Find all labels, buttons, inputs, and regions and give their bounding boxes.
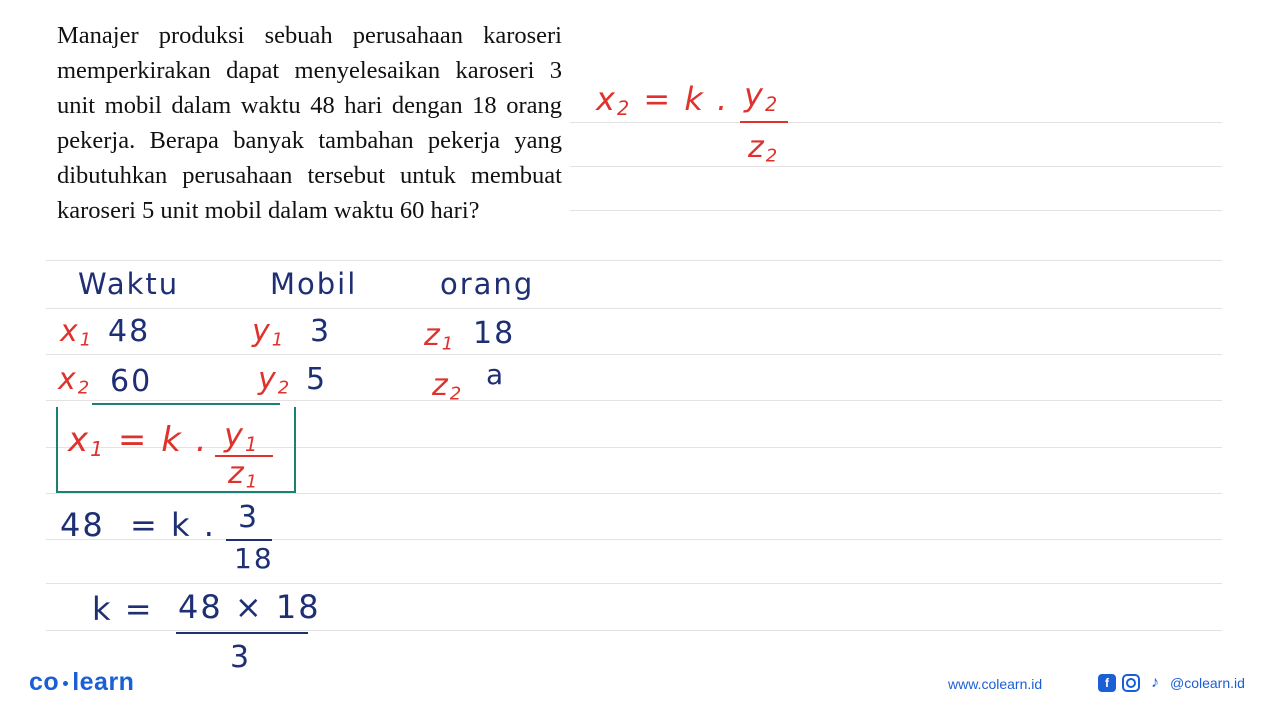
header-orang: orang [440, 267, 535, 301]
ruled-line [46, 583, 1222, 584]
step1-denominator: 18 [234, 542, 274, 575]
row2-x-value: 60 [110, 364, 153, 399]
row2-y-value: 5 [306, 362, 328, 397]
facebook-icon[interactable]: f [1098, 674, 1116, 692]
formula-x1-numerator: $y_1$ [224, 416, 260, 456]
ruled-line [570, 122, 1222, 123]
row2-z-value: a [486, 358, 506, 391]
row1-y-value: 3 [310, 314, 332, 349]
row1-z-label: $z_1$ [424, 318, 456, 355]
step2-denominator: 3 [230, 640, 252, 675]
step1-fraction-bar [226, 539, 272, 541]
instagram-icon[interactable] [1122, 674, 1140, 692]
ruled-line [46, 354, 1222, 355]
ruled-line [570, 166, 1222, 167]
row2-x-label: $x_2$ [58, 362, 92, 399]
formula-x2-numerator: $y_2$ [744, 76, 780, 116]
formula-x2-lhs: $x_2 = k$ . [596, 80, 730, 120]
row2-z-label: $z_2$ [432, 368, 464, 405]
formula-x2-fraction-bar [740, 121, 788, 123]
row1-y-label: $y_1$ [252, 314, 286, 351]
row2-underline [92, 403, 280, 405]
website-link[interactable]: www.colearn.id [948, 676, 1043, 692]
header-waktu: Waktu [78, 267, 180, 301]
row1-x-label: $x_1$ [60, 314, 94, 351]
row1-z-value: 18 [473, 316, 516, 351]
step1-eq: = k . [130, 506, 216, 544]
step1-lhs: 48 [60, 506, 105, 544]
problem-text: Manajer produksi sebuah perusahaan karoseri memperkirakan dapat menyelesaikan karoseri 3 unit mobil dalam waktu 48 hari dengan 18 orang pekerja. Berapa banyak tambahan pekerja yang dibutuhkan perusahaan tersebut untuk membuat karoseri 5 unit mobil dalam waktu 60 hari? [57, 22, 562, 224]
ruled-line [570, 210, 1222, 211]
row1-x-value: 48 [108, 314, 151, 349]
ruled-line [46, 400, 1222, 401]
step1-numerator: 3 [238, 500, 260, 535]
social-links [1098, 674, 1245, 692]
colearn-logo: co learn [29, 668, 135, 696]
ruled-line [46, 493, 1222, 494]
ruled-line [46, 260, 1222, 261]
step2-lhs: k = [92, 590, 154, 628]
step2-fraction-bar [176, 632, 308, 634]
formula-x1-denominator: $z_1$ [228, 456, 260, 493]
social-handle[interactable]: @colearn.id [1170, 675, 1245, 691]
ruled-line [46, 539, 1222, 540]
formula-x2-denominator: $z_2$ [748, 130, 780, 167]
formula-x1-lhs: $x_1 = k$ . [68, 420, 209, 462]
ruled-line [46, 630, 1222, 631]
header-mobil: Mobil [270, 267, 358, 301]
row2-y-label: $y_2$ [258, 362, 292, 399]
step2-numerator: 48 × 18 [178, 588, 321, 626]
ruled-line [46, 308, 1222, 309]
tiktok-icon[interactable]: ♪ [1151, 674, 1159, 691]
